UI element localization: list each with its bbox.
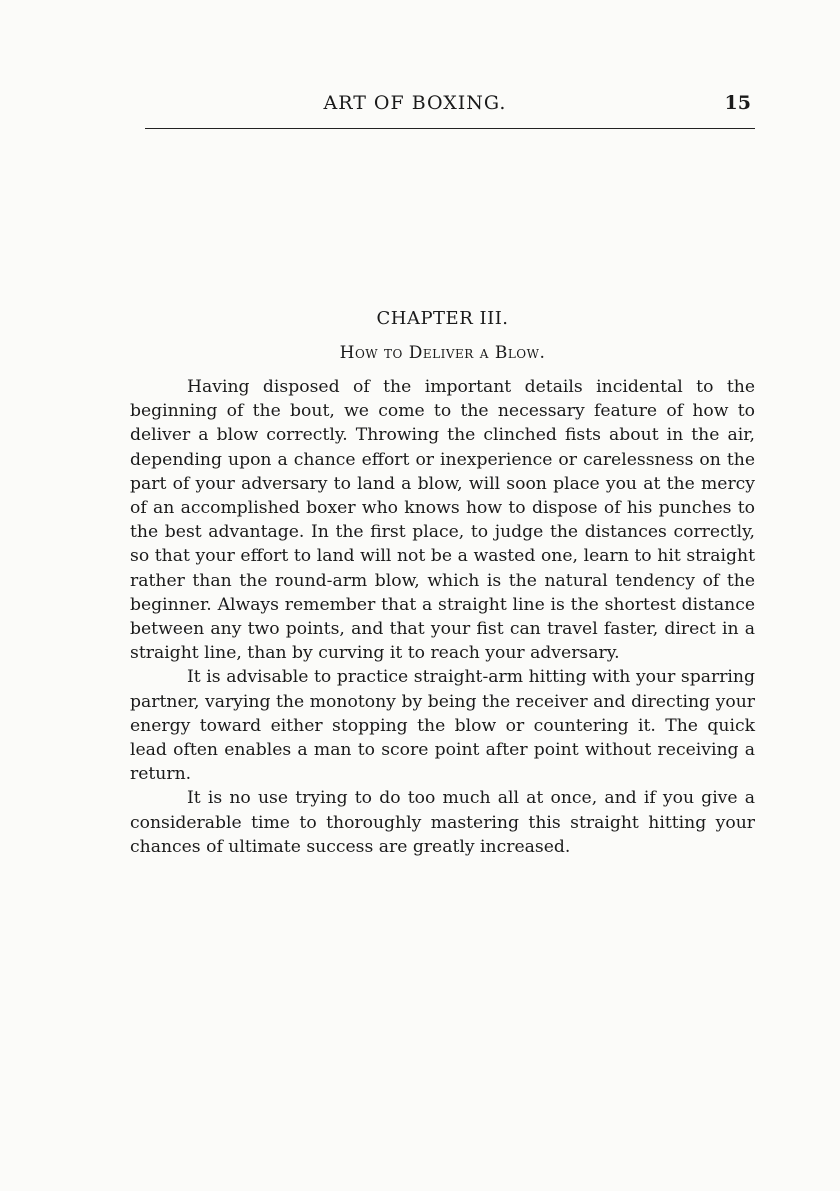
chapter-number: CHAPTER III. (376, 308, 509, 329)
page-number: 15 (724, 92, 751, 114)
paragraph-2: It is advisable to practice straight-arm hitting with your sparring partner, varying the monotony by being the receiver and directing your energy toward either stopping the blow or countering it. The quick lead often enables a man to score point after point without receiving a return. (130, 667, 755, 785)
body-text (130, 375, 755, 859)
paragraph-3: It is no use trying to do too much all at once, and if you give a considerable time to thoroughly mastering this straight hitting your chances of ultimate success are greatly increased. (130, 788, 755, 857)
running-head (130, 92, 755, 120)
paragraph-1: Having disposed of the important details incidental to the beginning of the bout, we come to the necessary feature of how to deliver a blow correctly. Throwing the clinched fists about in the air, depending upon a chance effort or inexperience or carelessness on the part of your adversary to land a blow, will soon place you at the mercy of an accomplished boxer who knows how to dispose of his punches to the best advantage. In the first place, to judge the distances correctly, so that your effort to land will not be a wasted one, learn to hit straight rather than the round-arm blow, which is the natural tendency of the beginner. Always remember that a straight line is the shortest distance between any two points, and that your fist can travel faster, direct in a straight line, than by curving it to reach your adversary. (130, 377, 755, 664)
chapter-title: How to Deliver a Blow. (339, 343, 546, 363)
running-title: ART OF BOXING. (323, 92, 507, 114)
header-rule (145, 128, 755, 129)
